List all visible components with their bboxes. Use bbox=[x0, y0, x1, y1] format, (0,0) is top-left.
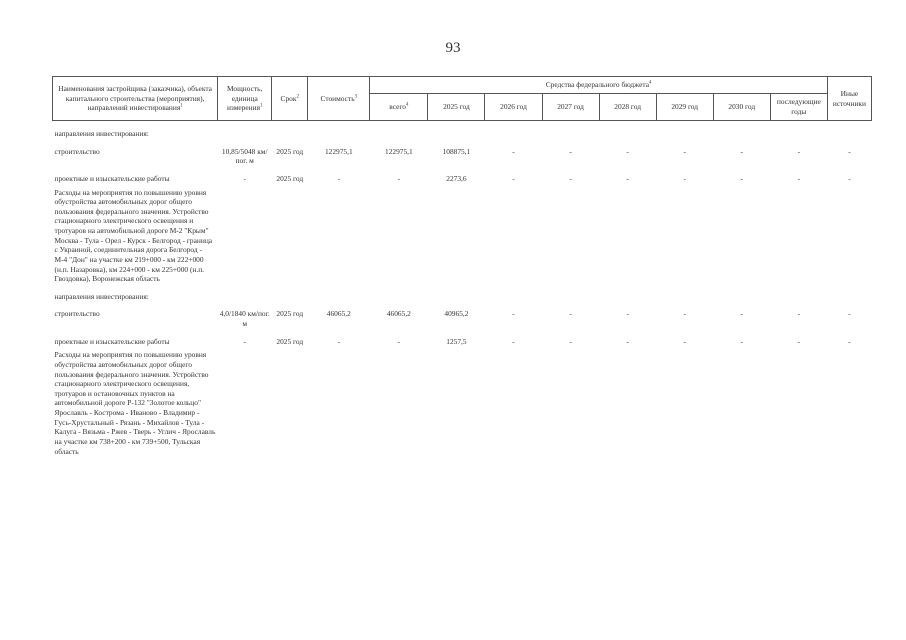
section-label: направления инвестирования: bbox=[54, 291, 149, 301]
table-row bbox=[53, 147, 872, 166]
table-header bbox=[53, 77, 872, 121]
row-cost: - bbox=[337, 336, 341, 346]
row-term: 2025 год bbox=[276, 336, 304, 346]
row-later: - bbox=[797, 173, 801, 183]
row-name: проектные и изыскательские работы bbox=[54, 173, 170, 183]
row-2027: - bbox=[569, 173, 572, 183]
row-2025: 40965,2 bbox=[444, 309, 469, 319]
row-later: - bbox=[797, 309, 801, 319]
row-2027: - bbox=[569, 309, 572, 319]
row-2029: - bbox=[683, 309, 686, 319]
row-total: 46065,2 bbox=[386, 309, 411, 319]
row-2030: - bbox=[740, 173, 743, 183]
row-term: 2025 год bbox=[276, 173, 304, 183]
section-label: направления инвестирования: bbox=[54, 129, 149, 138]
project-title-row bbox=[53, 346, 872, 456]
row-total: - bbox=[397, 173, 401, 183]
header-year-2030: 2030 год bbox=[713, 94, 770, 121]
row-2025: 108875,1 bbox=[442, 146, 471, 156]
header-year-2026: 2026 год bbox=[485, 94, 542, 121]
row-2028: - bbox=[626, 336, 629, 346]
row-2030: - bbox=[740, 146, 743, 156]
row-2029: - bbox=[683, 173, 686, 183]
header-total: всего$^4$ bbox=[370, 94, 428, 121]
row-2026: - bbox=[512, 309, 515, 319]
row-2025: 1257,5 bbox=[446, 336, 467, 346]
row-other: - bbox=[848, 309, 851, 319]
row-name: строительство bbox=[54, 309, 100, 319]
row-2026: - bbox=[512, 336, 515, 346]
row-2026: - bbox=[512, 146, 515, 156]
header-year-2029: 2029 год bbox=[656, 94, 713, 121]
row-2028: - bbox=[626, 146, 629, 156]
header-federal-budget: Средства федерального бюджета$^4$ bbox=[370, 77, 828, 94]
header-other-sources: Иные источники bbox=[827, 77, 871, 121]
row-term: 2025 год bbox=[276, 146, 304, 156]
header-year-2025: 2025 год bbox=[428, 94, 485, 121]
row-2030: - bbox=[740, 309, 743, 319]
row-capacity: 4,0/1840 км/пог. м bbox=[219, 309, 270, 328]
row-cost: 46065,2 bbox=[326, 309, 351, 319]
row-capacity: 10,85/5048 км/пог. м bbox=[221, 146, 268, 166]
project-title-row bbox=[53, 184, 872, 284]
section-label-row bbox=[53, 292, 872, 302]
row-cost: 122975,1 bbox=[324, 146, 353, 156]
row-other: - bbox=[848, 336, 851, 346]
row-2028: - bbox=[626, 309, 629, 319]
header-year-2028: 2028 год bbox=[599, 94, 656, 121]
row-name: проектные и изыскательские работы bbox=[54, 336, 170, 346]
header-capacity: Мощность, единица измерения$^1$ bbox=[218, 77, 272, 121]
header-later-years: последующие годы bbox=[770, 94, 827, 121]
row-name: строительство bbox=[54, 146, 100, 156]
row-2029: - bbox=[683, 336, 686, 346]
row-term: 2025 год bbox=[276, 309, 304, 319]
header-name: Наименования застройщика (заказчика), объекта капитального строительства (мероприятия), направлений инвестирования$^1$ bbox=[53, 77, 218, 121]
page-number: 93 bbox=[445, 40, 461, 56]
budget-table bbox=[52, 76, 872, 456]
row-2025: 2273,6 bbox=[446, 173, 467, 183]
header-cost: Стоимость$^3$ bbox=[308, 77, 370, 121]
header-year-2027: 2027 год bbox=[542, 94, 599, 121]
row-other: - bbox=[848, 146, 851, 156]
row-2027: - bbox=[569, 146, 572, 156]
row-2030: - bbox=[740, 336, 743, 346]
row-other: - bbox=[848, 173, 851, 183]
row-capacity: - bbox=[243, 336, 246, 346]
header-term: Срок$^2$ bbox=[272, 77, 308, 121]
row-cost: - bbox=[337, 173, 341, 183]
row-2029: - bbox=[683, 146, 686, 156]
project-title: Расходы на мероприятия по повышению уровня обустройства автомобильных дорог общего пользования федерального значения. Устройство стационарного электрического освещения, тротуаров и остановочных пунктов на автомобильной дороге Р-132 "Золотое кольцо" Ярославль - Кострома - Иваново - Владимир - Гусь-Хрустальный - Рязань - Михайлов - Тула - Калуга - Вязьма - Ржев - Тверь - Углич - Ярославль на участке км 738+200 - км 739+500, Тульская область bbox=[54, 350, 216, 456]
row-capacity: - bbox=[243, 173, 246, 183]
row-total: 122975,1 bbox=[385, 146, 413, 156]
row-total: - bbox=[397, 336, 401, 346]
row-2027: - bbox=[569, 336, 572, 346]
table-row bbox=[53, 309, 872, 328]
row-later: - bbox=[797, 146, 801, 156]
table-row bbox=[53, 337, 872, 347]
section-label-row bbox=[53, 129, 872, 139]
row-2026: - bbox=[512, 173, 515, 183]
table-row bbox=[53, 174, 872, 184]
project-title: Расходы на мероприятия по повышению уровня обустройства автомобильных дорог общего пользования федерального значения. Устройство стационарного электрического освещения и тротуаров на автомобильной дороге М-2 "Крым" Москва - Тула - Орел - Курск - Белгород - граница с Украиной, соединительная дорога Белгород - М-4 "Дон" на участке км 219+000 - км 222+000 (н.п. Назаровка), км 224+000 - км 225+000 (н.п. Гвоздовка), Воронежская область bbox=[54, 187, 213, 284]
row-2028: - bbox=[626, 173, 629, 183]
row-later: - bbox=[797, 336, 801, 346]
